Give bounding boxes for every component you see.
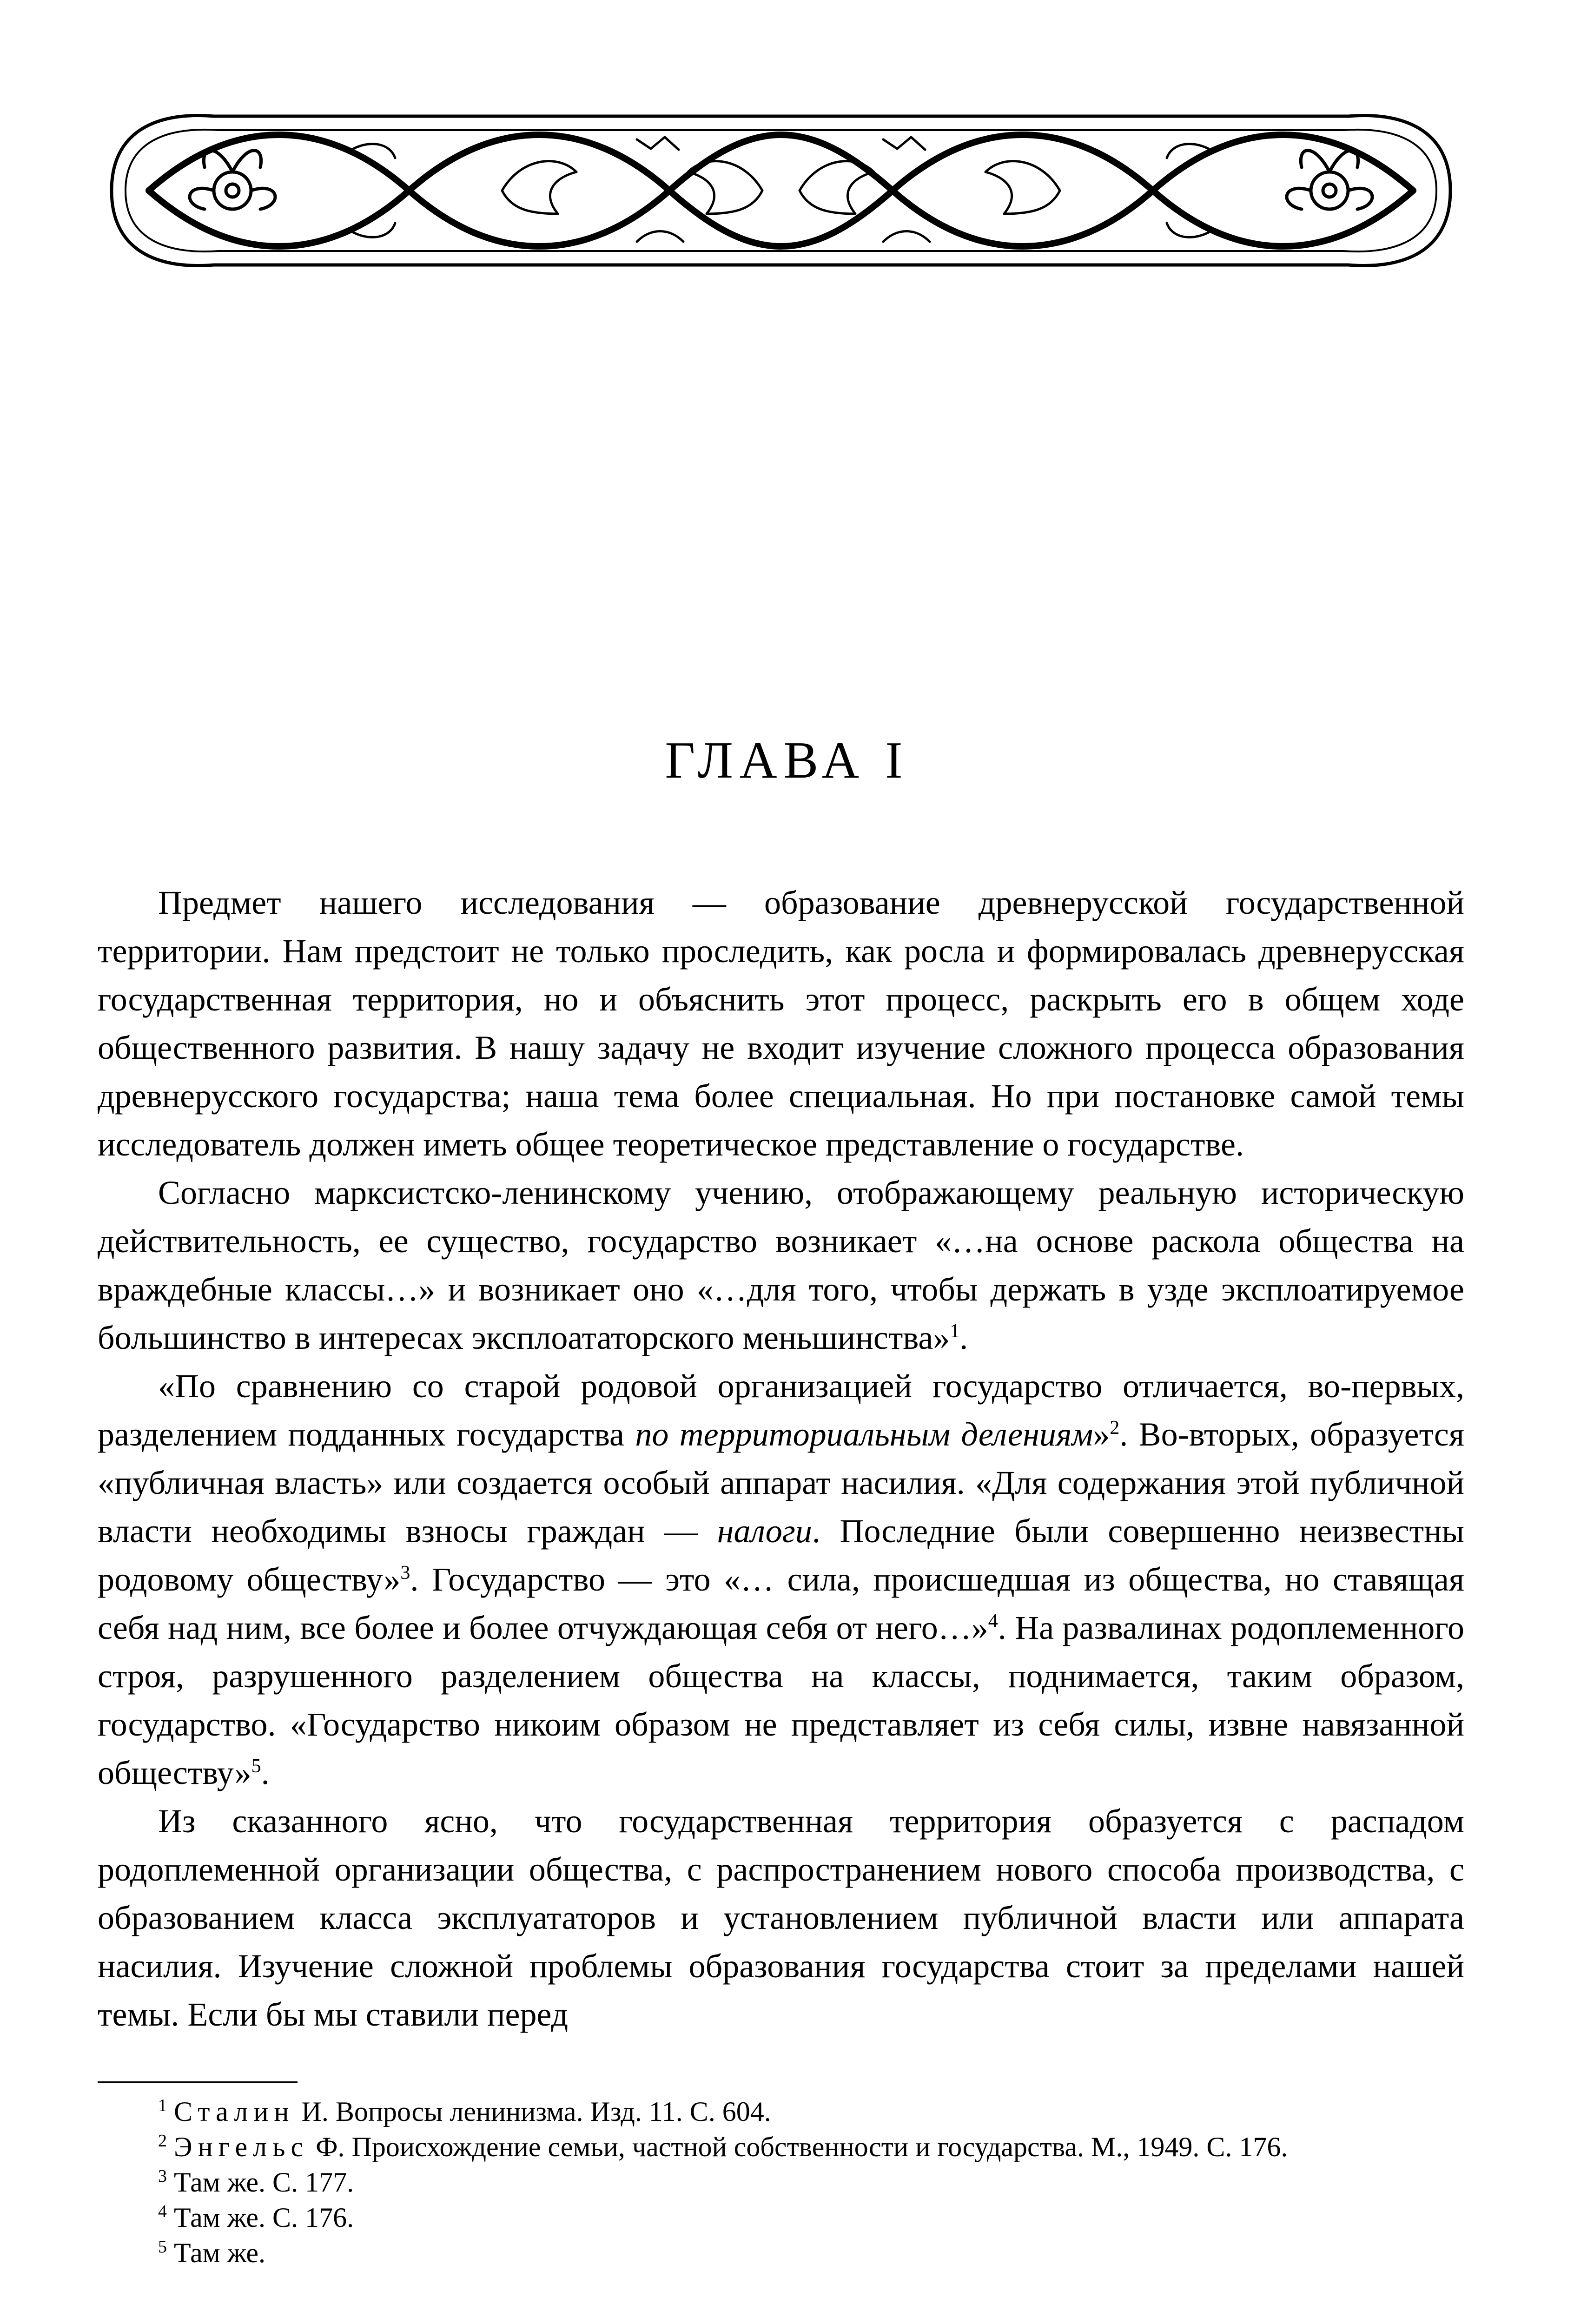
footnote-text: Ф. Происхождение семьи, частной собственности и государства. М., 1949. С. 176. bbox=[309, 2132, 1288, 2162]
footnote-ref: 1 bbox=[950, 1320, 960, 1342]
footnote-text: Там же. С. 177. bbox=[174, 2167, 354, 2198]
text-run: Из сказанного ясно, что государственная территория образуется с распадом родоплеменной организации общества, с распространением нового способа производства, с образованием класса эксплуататоров и установлением публичной власти или аппарата насилия. Изучение сложной проблемы образования государства стоит за пределами нашей темы. Если бы мы ставили перед bbox=[98, 1802, 1464, 2033]
text-run: . bbox=[959, 1319, 968, 1356]
chapter-title: ГЛАВА I bbox=[665, 732, 909, 789]
footnote-author: Сталин bbox=[174, 2096, 295, 2127]
floral-ornament-icon bbox=[93, 98, 1469, 284]
footnote bbox=[98, 2094, 1464, 2129]
body-paragraph bbox=[98, 878, 1464, 1169]
footnote bbox=[98, 2235, 1464, 2271]
text-run: . На развалинах родоплеменного строя, разрушенного разделением общества на классы, поднимается, таким образом, государство. «Государство никоим образом не представляет из себя силы, извне навязанной обществу» bbox=[98, 1609, 1465, 1791]
text-run: . Государство — это «… сила, происшедшая из общества, но ставящая себя над ним, все более и более отчуждающая себя от него…» bbox=[98, 1561, 1464, 1646]
footnote-number: 4 bbox=[158, 2202, 167, 2221]
main-text bbox=[98, 878, 1464, 2039]
footnote-ref: 2 bbox=[1110, 1417, 1120, 1439]
footnote bbox=[98, 2200, 1464, 2235]
footnote-text: И. Вопросы ленинизма. Изд. 11. С. 604. bbox=[294, 2096, 771, 2127]
footnote-author: Энгельс bbox=[174, 2132, 309, 2162]
text-run: «По сравнению со старой родовой организацией государство отличается, во-первых, разделением подданных государства bbox=[98, 1367, 1464, 1453]
footnote-text: Там же. bbox=[174, 2238, 266, 2268]
footnote-number: 3 bbox=[158, 2166, 167, 2186]
body-paragraph bbox=[98, 1362, 1464, 1797]
emphasis-text: налоги bbox=[717, 1512, 812, 1550]
text-run: . bbox=[261, 1754, 270, 1791]
text-run: . Во-вторых, образуется «публичная власть» или создается особый аппарат насилия. «Для содержания этой публичной власти необходимы взносы граждан — bbox=[98, 1416, 1464, 1550]
footnote-number: 1 bbox=[158, 2096, 167, 2115]
footnote-ref: 5 bbox=[251, 1756, 261, 1777]
text-run: Предмет нашего исследования — образование древнерусской государственной территории. Нам предстоит не только проследить, как росла и формировалась древнерусская государственная территория, но и объяснить этот процесс, раскрыть его в общем ходе общественного развития. В нашу задачу не входит изучение сложного процесса образования древнерусского государства; наша тема более специальная. Но при постановке самой темы исследователь должен иметь общее теоретическое представление о государстве. bbox=[98, 884, 1464, 1163]
text-run: Согласно марксистско-ленинскому учению, отображающему реальную историческую действительность, ее существо, государство возникает «…на основе раскола общества на враждебные классы…» и возникает оно «…для того, чтобы держать в узде эксплоатируемое большинство в интересах эксплоататорского меньшинства» bbox=[98, 1174, 1464, 1356]
footnote bbox=[98, 2129, 1464, 2165]
text-run: » bbox=[1093, 1416, 1110, 1453]
footnote bbox=[98, 2165, 1464, 2200]
emphasis-text: по территориальным делениям bbox=[635, 1416, 1093, 1453]
footnote-number: 5 bbox=[158, 2237, 167, 2257]
footnote-divider bbox=[98, 2081, 298, 2083]
footnote-ref: 3 bbox=[400, 1562, 410, 1584]
footnote-ref: 4 bbox=[988, 1611, 998, 1632]
footnote-number: 2 bbox=[158, 2131, 167, 2151]
text-run: . Последние были совершенно неизвестны родовому обществу» bbox=[98, 1512, 1464, 1598]
footnotes bbox=[98, 2094, 1464, 2271]
footnote-text: Там же. С. 176. bbox=[174, 2202, 354, 2233]
body-paragraph bbox=[98, 1169, 1464, 1362]
body-paragraph bbox=[98, 1797, 1464, 2039]
